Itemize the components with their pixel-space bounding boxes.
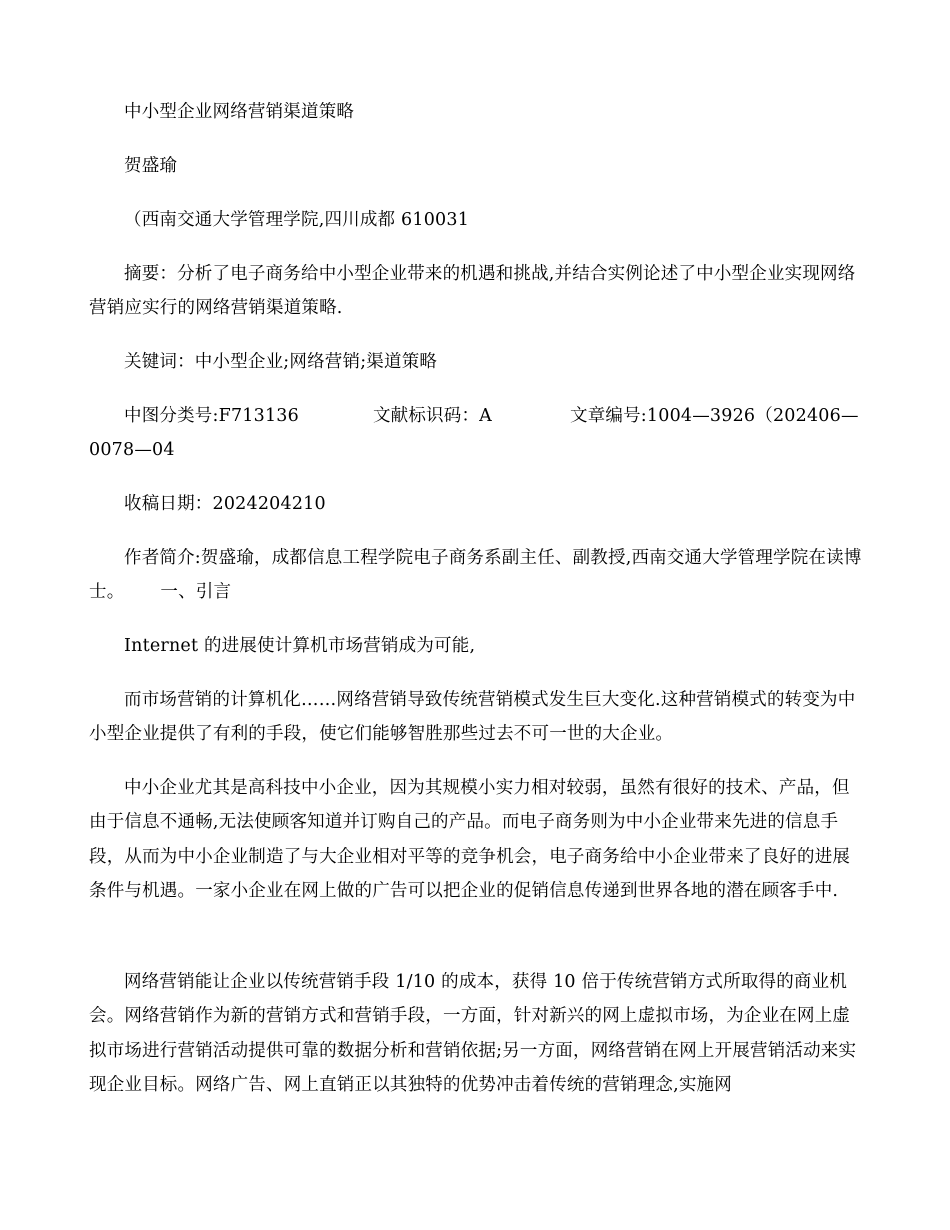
author-affiliation: （西南交通大学管理学院,四川成都 610031 <box>124 210 470 230</box>
classification-info <box>89 399 865 468</box>
section-heading: 一、引言 <box>160 582 232 603</box>
received-date: 收稿日期：2024204210 <box>124 494 326 514</box>
author-bio: 作者简介:贺盛瑜，成都信息工程学院电子商务系副主任、副教授,西南交通大学管理学院在读博士。 <box>89 548 862 603</box>
document-code: 文献标识码：A <box>372 406 492 426</box>
body-paragraph-4: 网络营销能让企业以传统营销手段 1/10 的成本，获得 10 倍于传统营销方式所取得的商业机会。网络营销作为新的营销方式和营销手段，一方面，针对新兴的网上虚拟市场，为企业在网上虚拟市场进行营销活动提供可靠的数据分析和营销依据;另一方面，网络营销在网上开展营销活动来实现企业目标。网络广告、网上直销正以其独特的优势冲击着传统的营销理念,实施网 <box>89 972 857 1096</box>
keywords: 关键词：中小型企业;网络营销;渠道策略 <box>124 352 438 372</box>
article-number: 文章编号:1004—3926（202406—0078—04 <box>89 406 859 461</box>
paper-title: 中小型企业网络营销渠道策略 <box>124 102 355 122</box>
body-paragraph-3: 中小企业尤其是高科技中小企业，因为其规模小实力相对较弱，虽然有很好的技术、产品，但由于信息不通畅,无法使顾客知道并订购自己的产品。而电子商务则为中小企业带来先进的信息手段，从而为中小企业制造了与大企业相对平等的竞争机会，电子商务给中小企业带来了良好的进展条件与机遇。一家小企业在网上做的广告可以把企业的促销信息传递到世界各地的潜在顾客手中. <box>89 778 851 902</box>
abstract: 摘要：分析了电子商务给中小型企业带来的机遇和挑战,并结合实例论述了中小型企业实现网络营销应实行的网络营销渠道策略. <box>89 264 856 319</box>
body-paragraph-2: 而市场营销的计算机化……网络营销导致传统营销模式发生巨大变化.这种营销模式的转变为中小型企业提供了有利的手段，使它们能够智胜那些过去不可一世的大企业。 <box>89 690 856 745</box>
author-name: 贺盛瑜 <box>124 156 178 176</box>
author-bio-block <box>89 541 865 610</box>
body-paragraph-1: Internet 的进展使计算机市场营销成为可能, <box>124 636 476 656</box>
clc-number: 中图分类号:F713136 <box>124 406 299 426</box>
